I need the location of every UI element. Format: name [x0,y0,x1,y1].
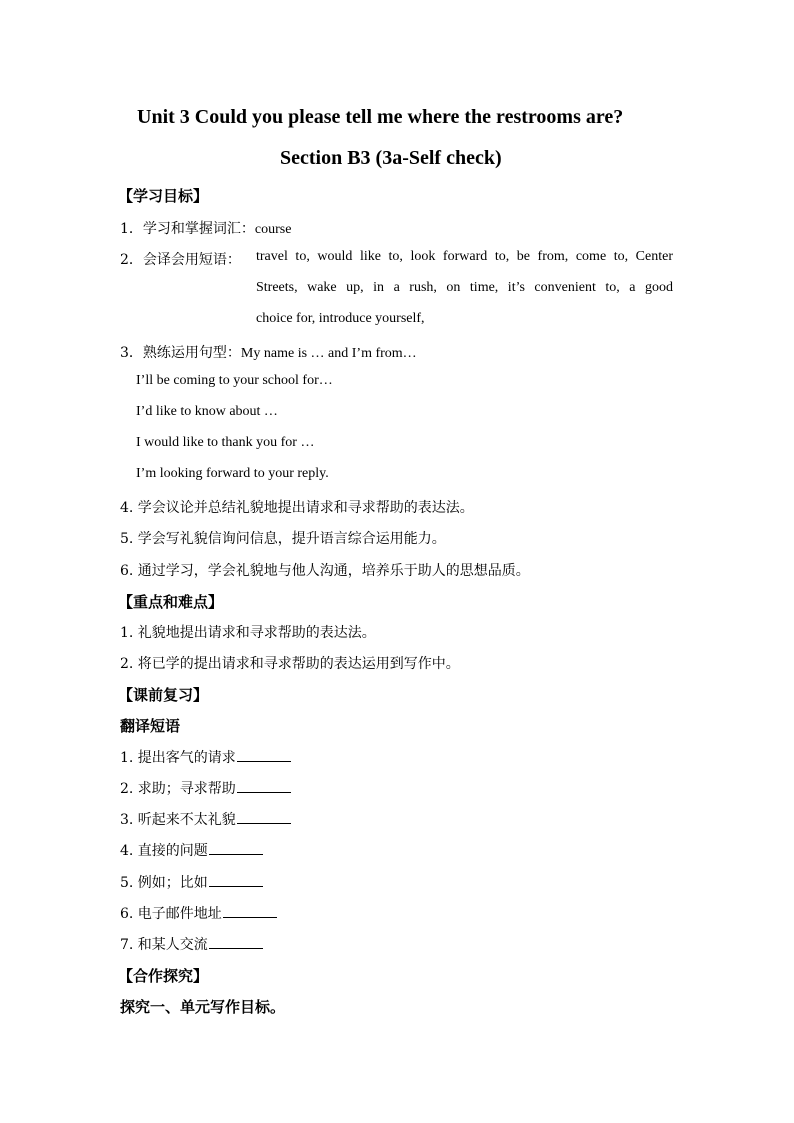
cooperation-subheading: 探究一、单元写作目标。 [120,998,286,1016]
objective-item-2-label: 2．会译会用短语： [120,252,241,268]
review-item-6-text: 6. 电子邮件地址 [120,906,222,922]
objective-item-1-label: 1．学习和掌握词汇： [120,221,255,237]
review-heading: 【课前复习】 [118,686,209,704]
answer-blank[interactable] [209,874,263,887]
objective-item-2-line-3: choice for, introduce yourself, [256,311,425,326]
page-title: Unit 3 Could you please tell me where the restrooms are? [137,106,624,128]
objectives-heading: 【学习目标】 [118,187,209,205]
sentence-pattern-2: I’d like to know about … [136,404,278,419]
objective-item-3 [120,342,417,362]
review-item-7-text: 7. 和某人交流 [120,937,208,953]
review-item-1-text: 1. 提出客气的请求 [120,750,236,766]
answer-blank[interactable] [209,936,263,949]
review-item-1 [120,747,291,767]
cooperation-heading: 【合作探究】 [118,967,209,985]
review-subheading: 翻译短语 [120,717,181,735]
review-item-2 [120,778,291,798]
sentence-pattern-4: I’m looking forward to your reply. [136,466,329,481]
sentence-pattern-1: I’ll be coming to your school for… [136,373,333,388]
objective-item-2-line-2: Streets, wake up, in a rush, on time, it’s convenient to, a good [256,280,673,295]
page-subtitle: Section B3 (3a-Self check) [280,147,502,169]
answer-blank[interactable] [237,780,291,793]
objective-item-5: 5. 学会写礼貌信询问信息，提升语言综合运用能力。 [120,531,446,547]
key-point-item-1: 1. 礼貌地提出请求和寻求帮助的表达法。 [120,625,376,641]
objective-item-3-label: 3．熟练运用句型： [120,345,241,361]
review-item-7 [120,934,263,954]
objective-item-2-line-1: travel to, would like to, look forward to, be from, come to, Center [256,249,673,264]
key-point-item-2: 2. 将已学的提出请求和寻求帮助的表达运用到写作中。 [120,656,460,672]
objective-item-6: 6. 通过学习，学会礼貌地与他人沟通，培养乐于助人的思想品质。 [120,563,530,579]
objective-item-1-value: course [254,222,292,237]
review-item-2-text: 2. 求助；寻求帮助 [120,781,236,797]
objective-item-3-value: My name is … and I’m from… [240,346,417,361]
review-item-5 [120,872,263,892]
review-item-4 [120,840,263,860]
review-item-4-text: 4. 直接的问题 [120,843,208,859]
answer-blank[interactable] [237,749,291,762]
review-item-3-text: 3. 听起来不太礼貌 [120,812,236,828]
answer-blank[interactable] [237,811,291,824]
answer-blank[interactable] [209,842,263,855]
review-item-5-text: 5. 例如；比如 [120,875,208,891]
answer-blank[interactable] [223,905,277,918]
sentence-pattern-3: I would like to thank you for … [136,435,315,450]
objective-item-4: 4. 学会议论并总结礼貌地提出请求和寻求帮助的表达法。 [120,500,474,516]
objective-item-1 [120,218,291,238]
key-points-heading: 【重点和难点】 [118,593,224,611]
review-item-3 [120,809,291,829]
review-item-6 [120,903,277,923]
